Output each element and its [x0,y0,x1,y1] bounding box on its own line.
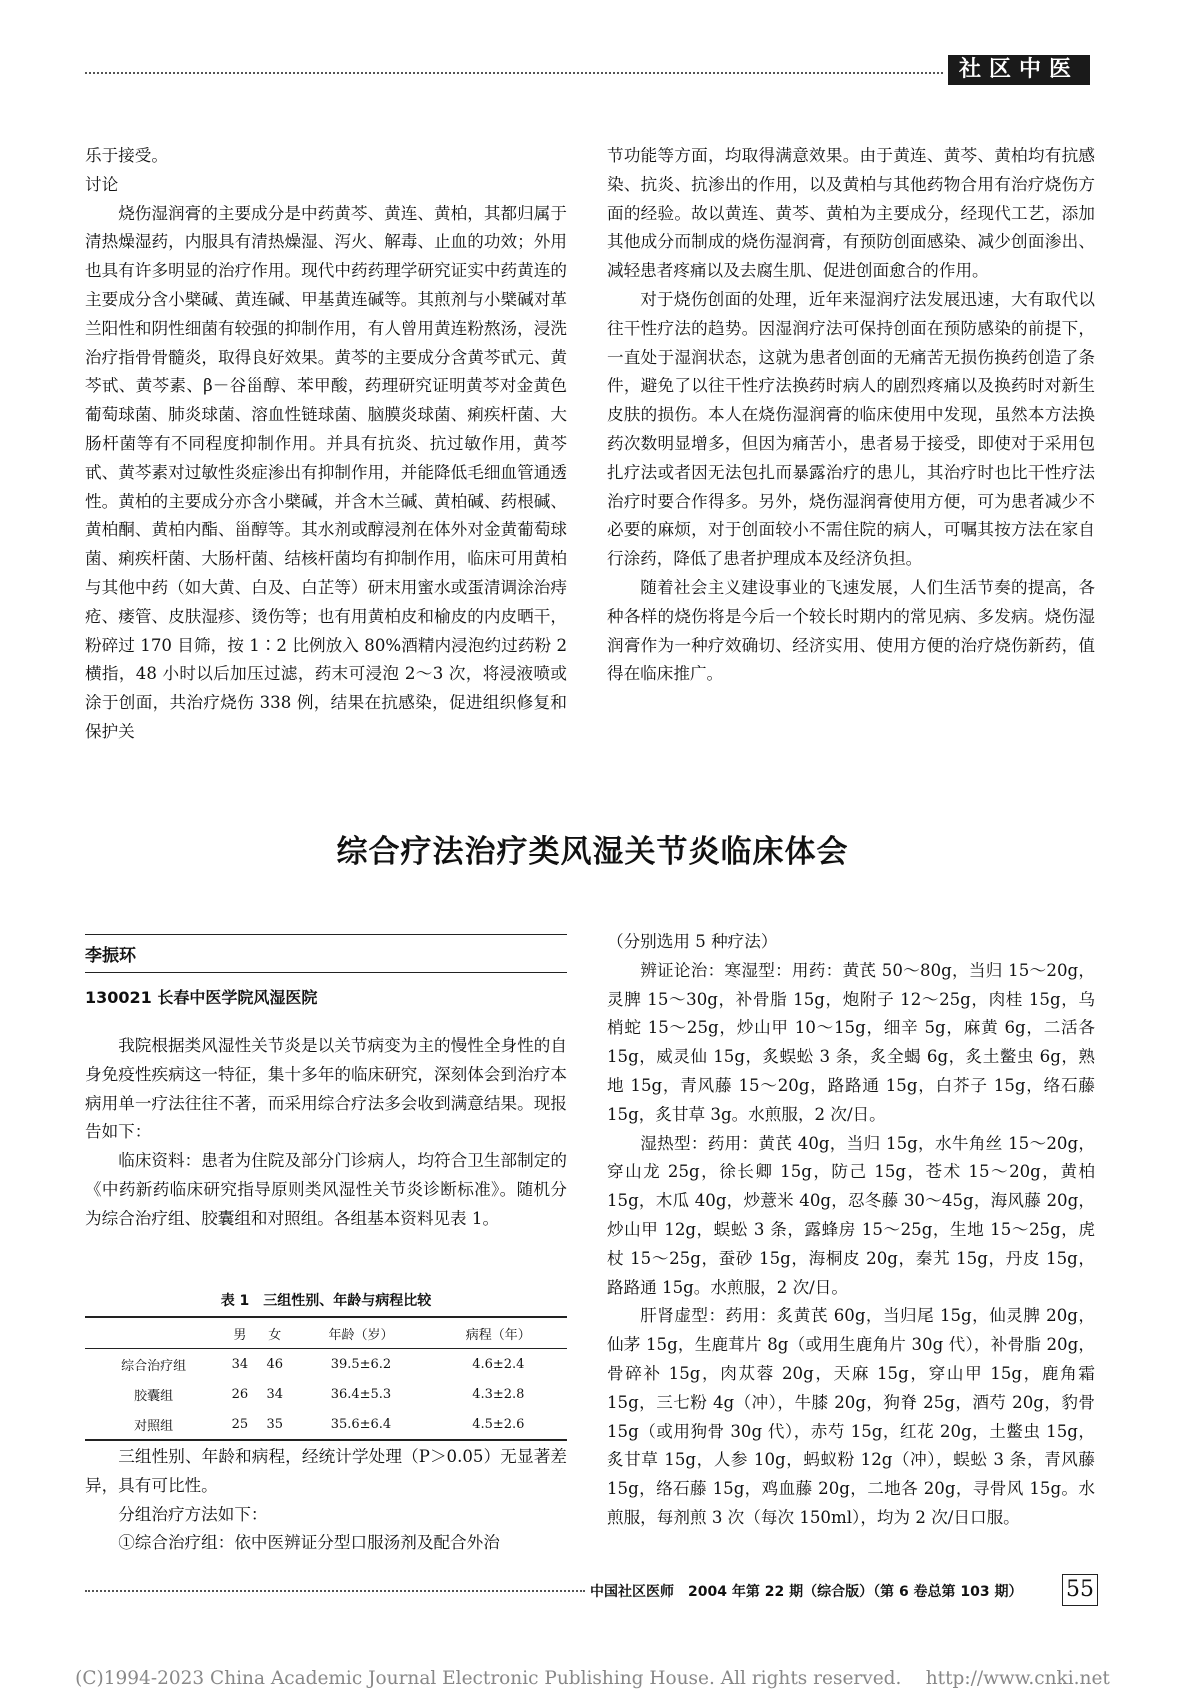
table-header-cell: 男 [233,1327,247,1343]
paragraph: 湿热型：药用：黄芪 40g，当归 15g，水牛角丝 15～20g，穿山龙 25g，徐长卿 15g，防己 15g，苍术 15～20g，黄柏 15g，木瓜 40g，炒薏米 40g，忍冬藤 30～45g，海风藤 20g，炒山甲 12g，蜈蚣 3 条，露蜂房 15～25g，生地 15～25g，虎杖 15～25g，蚕砂 15g，海桐皮 20g，秦艽 15g，丹皮 15g，路路通 15g。水煎服，2 次/日。 [607,1133,1095,1297]
table-cell: 39.5±6.2 [330,1356,392,1372]
table-row [85,1409,567,1440]
paragraph: 烧伤湿润膏的主要成分是中药黄芩、黄连、黄柏，其都归属于清热燥湿药，内服具有清热燥湿、泻火、解毒、止血的功效；外用也具有许多明显的治疗作用。现代中药药理学研究证实中药黄连的主要成分含小檗碱、黄连碱、甲基黄连碱等。其煎剂与小檗碱对革兰阳性和阴性细菌有较强的抑制作用，有人曾用黄连粉熬汤，浸洗治疗指骨骨髓炎，取得良好效果。黄芩的主要成分含黄芩甙元、黄芩甙、黄芩素、β－谷甾醇、苯甲酸，药理研究证明黄芩对金黄色葡萄球菌、肺炎球菌、溶血性链球菌、脑膜炎球菌、痢疾杆菌、大肠杆菌等有不同程度抑制作用。并具有抗炎、抗过敏作用，黄芩甙、黄芩素对过敏性炎症渗出有抑制作用，并能降低毛细血管通透性。黄柏的主要成分亦含小檗碱，并含木兰碱、黄柏碱、药根碱、黄柏酮、黄柏内酯、甾醇等。其水剂或醇浸剂在体外对金黄葡萄球菌、痢疾杆菌、大肠杆菌、结核杆菌均有抑制作用，临床可用黄柏与其他中药（如大黄、白及、白芷等）研末用蜜水或蛋清调涂治痔疮、瘘管、皮肤湿疹、烫伤等；也有用黄柏皮和榆皮的内皮晒干，粉碎过 170 目筛，按 1∶2 比例放入 80%酒精内浸泡约过药粉 2 横指，48 小时以后加压过滤，药末可浸泡 2～3 次，将浸液喷或涂于创面，共治疗烧伤 338 例，结果在抗感染，促进组织修复和保护关 [85,203,567,741]
table-cell: 34 [266,1386,284,1402]
copyright-notice: (C)1994-2023 China Academic Journal Electronic Publishing House. All rights reserved. http://www.cnki.net [75,1668,1110,1689]
divider [85,934,567,935]
paragraph: 临床资料：患者为住院及部分门诊病人，均符合卫生部制定的《中药新药临床研究指导原则类风湿性关节炎诊断标准》。随机分为综合治疗组、胶囊组和对照组。各组基本资料见表 1。 [85,1151,567,1228]
table-header-row [85,1317,567,1349]
author-block [85,928,567,1008]
section-badge: 社区中医 [948,55,1090,85]
paragraph: ①综合治疗组：依中医辨证分型口服汤剂及配合外治 [118,1533,500,1553]
paragraph: 对于烧伤创面的处理，近年来湿润疗法发展迅速，大有取代以往干性疗法的趋势。因湿润疗法可保持创面在预防感染的前提下，一直处于湿润状态，这就为患者创面的无痛苦无损伤换药创造了条件，避免了以往干性疗法换药时病人的剧烈疼痛以及换药时对新生皮肤的损伤。本人在烧伤湿润膏的临床使用中发现，虽然本方法换药次数明显增多，但因为痛苦小，患者易于接受，即使对于采用包扎疗法或者因无法包扎而暴露治疗的患儿，其治疗时也比干性疗法治疗时要合作得多。另外，烧伤湿润膏使用方便，可为患者减少不必要的麻烦，对于创面较小不需住院的病人，可嘱其按方法在家自行涂药，降低了患者护理成本及经济负担。 [607,289,1095,569]
paragraph: 肝肾虚型：药用：炙黄芪 60g，当归尾 15g，仙灵脾 20g，仙茅 15g，生鹿茸片 8g（或用生鹿角片 30g 代），补骨脂 20g，骨碎补 15g，肉苁蓉 20g，天麻 15g，穿山甲 15g，鹿角霜 15g，三七粉 4g（冲），牛膝 20g，狗脊 25g，酒芍 20g，豹骨 15g（或用狗骨 30g 代），赤芍 15g，红花 20g，土鳖虫 15g，炙甘草 15g，人参 10g，蚂蚁粉 12g（冲），蜈蚣 3 条，青风藤 15g，络石藤 15g，鸡血藤 20g，二地各 20g，寻骨风 15g。水煎服，每剂煎 3 次（每次 150ml），均为 2 次/日口服。 [607,1306,1095,1527]
article2-right-column [607,928,1095,1533]
table-cell: 26 [231,1386,249,1402]
table-cell: 35.6±6.4 [330,1416,392,1432]
data-table [85,1316,567,1441]
table-cell: 36.4±5.3 [330,1386,392,1402]
paragraph: 乐于接受。 [85,146,168,165]
table-row [85,1349,567,1380]
article2-left-column-bottom [85,1443,567,1558]
journal-info: 中国社区医师 2004 年第 22 期（综合版）（第 6 卷总第 103 期） [590,1584,1023,1600]
table-1 [85,1290,567,1441]
paragraph: 节功能等方面，均取得满意效果。由于黄连、黄芩、黄柏均有抗感染、抗炎、抗渗出的作用，以及黄柏与其他药物合用有治疗烧伤方面的经验。故以黄连、黄芩、黄柏为主要成分，经现代工艺，添加其他成分而制成的烧伤湿润膏，有预防创面感染、减少创面渗出、减轻患者疼痛以及去腐生肌、促进创面愈合的作用。 [607,146,1095,281]
paragraph: 三组性别、年龄和病程，经统计学处理（P＞0.05）无显著差异，具有可比性。 [85,1447,567,1495]
footer-rule [85,1590,585,1592]
author-affiliation: 130021 长春中医学院风湿医院 [85,988,318,1007]
table-header-cell [85,1317,222,1349]
table-header-cell: 女 [268,1327,282,1343]
table-cell: 4.5±2.6 [472,1416,525,1432]
article1-left-column [85,142,567,747]
header-rule [85,72,943,74]
table-cell: 胶囊组 [134,1388,174,1404]
article2-left-column [85,1032,567,1234]
paragraph: 我院根据类风湿性关节炎是以关节病变为主的慢性全身性的自身免疫性疾病这一特征，集十多年的临床研究，深刻体会到治疗本病用单一疗法往往不著，而采用综合疗法多会收到满意结果。现报告如下： [85,1036,567,1142]
paragraph: 辨证论治：寒湿型：用药：黄芪 50～80g，当归 15～20g，灵脾 15～30g，补骨脂 15g，炮附子 12～25g，肉桂 15g，乌梢蛇 15～25g，炒山甲 10～15g，细辛 5g，麻黄 6g，二活各 15g，威灵仙 15g，炙蜈蚣 3 条，炙全蝎 6g，炙土鳖虫 6g，熟地 15g，青风藤 15～20g，路路通 15g，白芥子 15g，络石藤 15g，炙甘草 3g。水煎服，2 次/日。 [607,960,1095,1124]
table-header-cell: 病程（年） [465,1327,531,1343]
table-cell: 25 [231,1416,249,1432]
page-number: 55 [1062,1574,1098,1606]
table-cell: 4.3±2.8 [472,1386,525,1402]
table-cell: 对照组 [134,1418,174,1434]
section-heading-discussion: 讨论 [85,174,119,194]
divider [85,972,567,973]
table-cell: 35 [266,1416,284,1432]
author-name: 李振环 [85,946,136,966]
table-row [85,1379,567,1409]
table-cell: 综合治疗组 [121,1358,187,1374]
paragraph: 分组治疗方法如下： [118,1504,268,1524]
table-cell: 34 [231,1356,249,1372]
table-header-cell: 年龄（岁） [328,1327,394,1343]
paragraph: （分别选用 5 种疗法） [607,932,778,951]
table-caption: 表 1 三组性别、年龄与病程比较 [220,1293,432,1309]
article1-right-column [607,142,1095,689]
paragraph: 随着社会主义建设事业的飞速发展，人们生活节奏的提高，各种各样的烧伤将是今后一个较长时期内的常见病、多发病。烧伤湿润膏作为一种疗效确切、经济实用、使用方便的治疗烧伤新药，值得在临床推广。 [607,577,1095,684]
table-cell: 46 [266,1356,284,1372]
article-title: 综合疗法治疗类风湿关节炎临床体会 [336,834,849,870]
table-cell: 4.6±2.4 [472,1356,525,1372]
